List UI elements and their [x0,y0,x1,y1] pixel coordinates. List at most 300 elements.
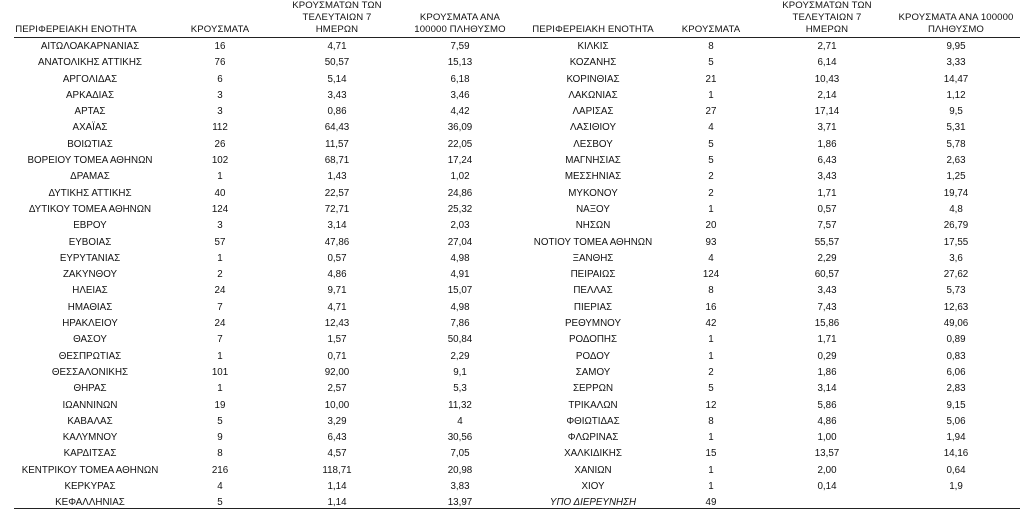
per100k-value: 14,47 [943,73,969,85]
cases-value: 42 [705,318,717,330]
cases-value: 112 [212,122,228,134]
cases-value: 1 [708,334,714,346]
avg7-value: 1,00 [817,432,837,444]
per100k-value: 36,09 [447,122,473,134]
region-name: ΧΑΛΚΙΔΙΚΗΣ [564,448,622,460]
per100k-value: 15,07 [447,285,473,297]
avg7-value: 2,14 [817,89,837,101]
cases-value: 5 [708,57,714,69]
table-row [0,463,518,479]
table-row [0,495,518,511]
avg7-value: 1,14 [327,497,347,509]
table-row [0,39,518,55]
table-row [0,235,518,251]
avg7-value: 1,43 [327,171,347,183]
avg7-value: 1,14 [327,481,347,493]
header-per100k-right: ΚΡΟΥΣΜΑΤΑ ΑΝΑ 100000 ΠΛΗΘΥΣΜΟ [898,12,1014,35]
region-name: ΝΗΣΩΝ [575,220,611,232]
cases-value: 5 [708,155,714,167]
per100k-value: 4,98 [450,252,470,264]
cases-value: 3 [217,89,223,101]
cases-value: 49 [705,497,717,509]
per100k-value: 27,62 [943,269,969,281]
cases-value: 9 [217,432,223,444]
avg7-value: 64,43 [324,122,350,134]
cases-value: 1 [708,203,714,215]
per100k-value: 2,63 [946,155,966,167]
region-name: ΥΠΟ ΔΙΕΡΕΥΝΗΣΗ [549,497,637,509]
table-row [518,283,1024,299]
region-name: ΜΥΚΟΝΟΥ [568,187,618,199]
cases-value: 2 [217,269,223,281]
per100k-value: 2,03 [450,220,470,232]
cases-value: 1 [708,89,714,101]
avg7-value: 50,57 [324,57,350,69]
table-row [518,365,1024,381]
cases-value: 40 [214,187,226,199]
avg7-value: 3,14 [817,383,837,395]
table-row [518,153,1024,169]
avg7-value: 0,71 [327,350,347,362]
right-table-body [518,39,1024,512]
avg7-value: 2,57 [327,383,347,395]
table-row [518,169,1024,185]
cases-value: 19 [214,399,226,411]
cases-value: 8 [708,415,714,427]
per100k-value: 5,78 [946,138,966,150]
table-row [0,446,518,462]
table-row [0,88,518,104]
cases-value: 8 [217,448,223,460]
table-row [0,414,518,430]
cases-value: 1 [217,252,223,264]
per100k-value: 4,98 [450,301,470,313]
per100k-value: 0,89 [946,334,966,346]
avg7-value: 4,71 [327,301,347,313]
table-row [0,186,518,202]
region-name: ΘΗΡΑΣ [73,383,107,395]
header-avg7-left: ΚΡΟΥΣΜΑΤΩΝ ΤΩΝ ΤΕΛΕΥΤΑΙΩΝ 7 ΗΜΕΡΩΝ [292,0,382,35]
header-rule [14,37,1020,38]
avg7-value: 13,57 [814,448,840,460]
per100k-value: 4,8 [949,203,963,215]
cases-value: 8 [708,285,714,297]
per100k-value: 17,55 [943,236,969,248]
avg7-value: 22,57 [324,187,350,199]
cases-value: 7 [217,301,223,313]
per100k-value: 20,98 [447,464,473,476]
cases-value: 1 [217,383,223,395]
cases-value: 6 [217,73,223,85]
avg7-value: 92,00 [324,366,350,378]
avg7-value: 5,86 [817,399,837,411]
table-row [518,218,1024,234]
region-name: ΙΩΑΝΝΙΝΩΝ [62,399,118,411]
per100k-value: 7,05 [450,448,470,460]
cases-value: 57 [214,236,226,248]
region-name: ΠΕΙΡΑΙΩΣ [570,269,616,281]
per100k-value: 1,9 [949,481,963,493]
avg7-value: 9,71 [327,285,347,297]
table-row [518,300,1024,316]
table-row [518,430,1024,446]
region-name: ΒΟΡΕΙΟΥ ΤΟΜΕΑ ΑΘΗΝΩΝ [27,155,153,167]
table-row [0,316,518,332]
cases-value: 16 [214,41,226,52]
per100k-value: 49,06 [943,318,969,330]
avg7-value: 72,71 [324,203,350,215]
per100k-value: 0,64 [946,464,966,476]
region-name: ΡΟΔΟΠΗΣ [568,334,618,346]
region-name: ΚΟΖΑΝΗΣ [569,57,617,69]
region-name: ΡΟΔΟΥ [575,350,611,362]
per100k-value: 4,42 [450,106,470,118]
cases-value: 1 [217,171,223,183]
avg7-value: 3,29 [327,415,347,427]
table-row [518,72,1024,88]
region-name: ΛΑΡΙΣΑΣ [572,106,614,118]
region-name: ΝΑΞΟΥ [576,203,610,215]
region-name: ΔΥΤΙΚΗΣ ΑΤΤΙΚΗΣ [48,187,132,199]
per100k-value: 12,63 [943,301,969,313]
cases-value: 3 [217,106,223,118]
region-name: ΚΟΡΙΝΘΙΑΣ [566,73,620,85]
table-row [0,381,518,397]
per100k-value: 9,1 [453,366,467,378]
table-row [0,267,518,283]
cases-value: 5 [708,383,714,395]
per100k-value: 1,94 [946,432,966,444]
region-name: ΚΑΡΔΙΤΣΑΣ [63,448,117,460]
cases-value: 7 [217,334,223,346]
cases-value: 4 [708,122,714,134]
table-row [0,365,518,381]
cases-value: 1 [217,350,223,362]
cases-value: 4 [217,481,223,493]
per100k-value: 7,86 [450,318,470,330]
region-name: ΑΡΚΑΔΙΑΣ [66,89,114,101]
avg7-value: 2,00 [817,464,837,476]
table-row [0,153,518,169]
per100k-value: 6,06 [946,366,966,378]
per100k-value: 1,12 [946,89,966,101]
avg7-value: 0,57 [817,203,837,215]
per100k-value: 5,06 [946,415,966,427]
table-row [518,316,1024,332]
table-row [518,332,1024,348]
cases-value: 76 [214,57,226,69]
per100k-value: 25,32 [447,203,473,215]
cases-value: 102 [211,155,229,167]
header-per100k-left: ΚΡΟΥΣΜΑΤΑ ΑΝΑ 100000 ΠΛΗΘΥΣΜΟ [414,12,506,35]
avg7-value: 3,14 [327,220,347,232]
region-name: ΑΡΓΟΛΙΔΑΣ [62,73,118,85]
region-name: ΚΙΛΚΙΣ [577,41,609,52]
per100k-value: 3,46 [450,89,470,101]
region-name: ΜΑΓΝΗΣΙΑΣ [565,155,621,167]
avg7-value: 0,57 [327,252,347,264]
avg7-value: 11,57 [325,138,349,150]
region-name: ΦΘΙΩΤΙΔΑΣ [566,415,620,427]
per100k-value: 5,3 [453,383,467,395]
per100k-value: 5,73 [946,285,966,297]
per100k-value: 13,97 [447,497,473,509]
cases-value: 12 [705,399,717,411]
avg7-value: 12,43 [324,318,350,330]
header-cases-left: ΚΡΟΥΣΜΑΤΑ [190,24,250,35]
per100k-value: 9,95 [946,41,966,52]
region-name: ΠΕΛΛΑΣ [573,285,613,297]
cases-value: 16 [705,301,717,313]
region-name: ΤΡΙΚΑΛΩΝ [568,399,618,411]
avg7-value: 6,43 [327,432,347,444]
per100k-value: 7,59 [450,41,470,52]
region-name: ΔΥΤΙΚΟΥ ΤΟΜΕΑ ΑΘΗΝΩΝ [28,203,152,215]
per100k-value: 0,83 [946,350,966,362]
cases-value: 15 [705,448,717,460]
cases-value: 124 [211,203,229,215]
region-name: ΑΧΑΪΑΣ [72,122,108,134]
table-row [0,202,518,218]
table-row [0,349,518,365]
table-row [518,463,1024,479]
cases-value: 93 [705,236,717,248]
avg7-value: 1,57 [327,334,347,346]
header-region-left: ΠΕΡΙΦΕΡΕΙΑΚΗ ΕΝΟΤΗΤΑ [15,24,137,35]
avg7-value: 1,86 [817,138,837,150]
cases-value: 101 [211,366,229,378]
table-row [518,186,1024,202]
table-row [518,104,1024,120]
table-row [0,398,518,414]
table-row [518,55,1024,71]
per100k-value: 1,02 [450,171,470,183]
table-row [518,251,1024,267]
region-name: ΘΕΣΣΑΛΟΝΙΚΗΣ [51,366,129,378]
per100k-value: 50,84 [447,334,473,346]
region-name: ΧΑΝΙΩΝ [574,464,612,476]
table-row [0,104,518,120]
region-name: ΛΕΣΒΟΥ [573,138,613,150]
avg7-value: 3,43 [817,171,837,183]
table-row [518,39,1024,55]
cases-value: 5 [708,138,714,150]
region-name: ΠΙΕΡΙΑΣ [573,301,613,313]
avg7-value: 0,29 [817,350,837,362]
cases-value: 1 [708,481,714,493]
region-name: ΦΛΩΡΙΝΑΣ [567,432,619,444]
per100k-value: 14,16 [943,448,969,460]
cases-value: 27 [705,106,717,118]
per100k-value: 24,86 [447,187,473,199]
table-row [518,88,1024,104]
table-row [518,381,1024,397]
table-row [0,72,518,88]
avg7-value: 5,14 [327,73,347,85]
per100k-value: 11,32 [448,399,472,411]
region-name: ΣΑΜΟΥ [575,366,611,378]
table-row [0,169,518,185]
region-name: ΔΡΑΜΑΣ [70,171,110,183]
cases-value: 8 [708,41,714,52]
region-name: ΡΕΘΥΜΝΟΥ [565,318,621,330]
table-row [518,267,1024,283]
per100k-value: 17,24 [447,155,473,167]
cases-value: 20 [705,220,717,232]
table-row [518,398,1024,414]
per100k-value: 9,15 [946,399,966,411]
cases-value: 24 [214,285,226,297]
avg7-value: 47,86 [324,236,350,248]
cases-value: 2 [708,171,714,183]
table-row [518,235,1024,251]
avg7-value: 7,43 [817,301,837,313]
bottom-rule [14,508,1020,509]
cases-value: 5 [217,415,223,427]
per100k-value: 3,33 [946,57,966,69]
table-row [518,414,1024,430]
avg7-value: 3,71 [817,122,837,134]
avg7-value: 7,57 [817,220,837,232]
table-row [0,137,518,153]
per100k-value: 19,74 [943,187,969,199]
cases-value: 216 [211,464,229,476]
per100k-value: 6,18 [450,73,470,85]
cases-value: 124 [702,269,720,281]
cases-value: 3 [217,220,223,232]
cases-value: 1 [708,432,714,444]
avg7-value: 4,71 [327,41,347,52]
region-name: ΛΑΣΙΘΙΟΥ [569,122,617,134]
table-row [0,300,518,316]
cases-value: 26 [214,138,226,150]
region-name: ΕΥΡΥΤΑΝΙΑΣ [59,252,121,264]
cases-value: 1 [708,350,714,362]
table-row [518,349,1024,365]
avg7-value: 1,71 [817,187,837,199]
region-name: ΗΡΑΚΛΕΙΟΥ [62,318,118,330]
header-cases-right: ΚΡΟΥΣΜΑΤΑ [681,24,741,35]
per100k-value: 2,83 [946,383,966,395]
table-row [0,251,518,267]
per100k-value: 5,31 [946,122,966,134]
region-name: ΣΕΡΡΩΝ [572,383,614,395]
region-name: ΑΝΑΤΟΛΙΚΗΣ ΑΤΤΙΚΗΣ [38,57,142,69]
avg7-value: 55,57 [814,236,840,248]
region-name: ΘΕΣΠΡΩΤΙΑΣ [58,350,122,362]
avg7-value: 4,57 [327,448,347,460]
region-name: ΑΡΤΑΣ [74,106,106,118]
avg7-value: 17,14 [814,106,840,118]
avg7-value: 4,86 [327,269,347,281]
region-name: ΚΕΡΚΥΡΑΣ [64,481,116,493]
per100k-value: 9,5 [949,106,963,118]
avg7-value: 6,43 [817,155,837,167]
per100k-value: 30,56 [447,432,473,444]
region-name: ΘΑΣΟΥ [73,334,107,346]
header-avg7-right: ΚΡΟΥΣΜΑΤΩΝ ΤΩΝ ΤΕΛΕΥΤΑΙΩΝ 7 ΗΜΕΡΩΝ [782,0,872,35]
table-row [0,430,518,446]
per100k-value: 3,83 [450,481,470,493]
table-row [518,120,1024,136]
left-table-body [0,39,518,512]
avg7-value: 1,71 [817,334,837,346]
region-name: ΑΙΤΩΛΟΑΚΑΡΝΑΝΙΑΣ [40,41,140,52]
avg7-value: 2,29 [817,252,837,264]
table-row [0,120,518,136]
table-row [518,446,1024,462]
avg7-value: 0,86 [327,106,347,118]
region-name: ΕΒΡΟΥ [73,220,107,232]
avg7-value: 0,14 [817,481,837,493]
avg7-value: 2,71 [817,41,837,52]
table-row [518,137,1024,153]
per100k-value: 15,13 [447,57,473,69]
avg7-value: 6,14 [817,57,837,69]
cases-value: 4 [708,252,714,264]
avg7-value: 10,00 [324,399,350,411]
table-row [518,202,1024,218]
region-name: ΚΕΦΑΛΛΗΝΙΑΣ [55,497,125,509]
region-name: ΖΑΚΥΝΘΟΥ [62,269,118,281]
per100k-value: 27,04 [447,236,473,248]
cases-value: 24 [214,318,226,330]
avg7-value: 60,57 [814,269,840,281]
region-name: ΕΥΒΟΙΑΣ [68,236,112,248]
avg7-value: 3,43 [817,285,837,297]
region-name: ΧΙΟΥ [581,481,605,493]
avg7-value: 4,86 [817,415,837,427]
region-name: ΒΟΙΩΤΙΑΣ [67,138,113,150]
region-name: ΚΑΒΑΛΑΣ [67,415,113,427]
avg7-value: 15,86 [814,318,840,330]
per100k-value: 4,91 [450,269,470,281]
region-name: ΞΑΝΘΗΣ [572,252,614,264]
region-name: ΛΑΚΩΝΙΑΣ [568,89,618,101]
per100k-value: 1,25 [946,171,966,183]
region-name: ΚΕΝΤΡΙΚΟΥ ΤΟΜΕΑ ΑΘΗΝΩΝ [21,464,159,476]
per100k-value: 26,79 [943,220,969,232]
per100k-value: 4 [457,415,463,427]
region-name: ΗΛΕΙΑΣ [72,285,108,297]
avg7-value: 1,86 [817,366,837,378]
table-row [518,479,1024,495]
header-region-right: ΠΕΡΙΦΕΡΕΙΑΚΗ ΕΝΟΤΗΤΑ [532,24,654,35]
region-name: ΚΑΛΥΜΝΟΥ [62,432,118,444]
region-name: ΜΕΣΣΗΝΙΑΣ [564,171,622,183]
per100k-value: 2,29 [450,350,470,362]
region-name: ΗΜΑΘΙΑΣ [67,301,113,313]
cases-value: 2 [708,366,714,378]
avg7-value: 3,43 [327,89,347,101]
cases-value: 1 [708,464,714,476]
cases-value: 5 [217,497,223,509]
table-row [0,332,518,348]
per100k-value: 3,6 [949,252,963,264]
cases-value: 2 [708,187,714,199]
per100k-value: 22,05 [447,138,473,150]
avg7-value: 118,71 [322,464,352,476]
table-row [0,55,518,71]
table-row [0,479,518,495]
avg7-value: 10,43 [814,73,840,85]
avg7-value: 68,71 [324,155,350,167]
region-name: ΝΟΤΙΟΥ ΤΟΜΕΑ ΑΘΗΝΩΝ [533,236,653,248]
table-row [0,283,518,299]
cases-value: 21 [705,73,717,85]
table-row [0,218,518,234]
table-row [518,495,1024,511]
